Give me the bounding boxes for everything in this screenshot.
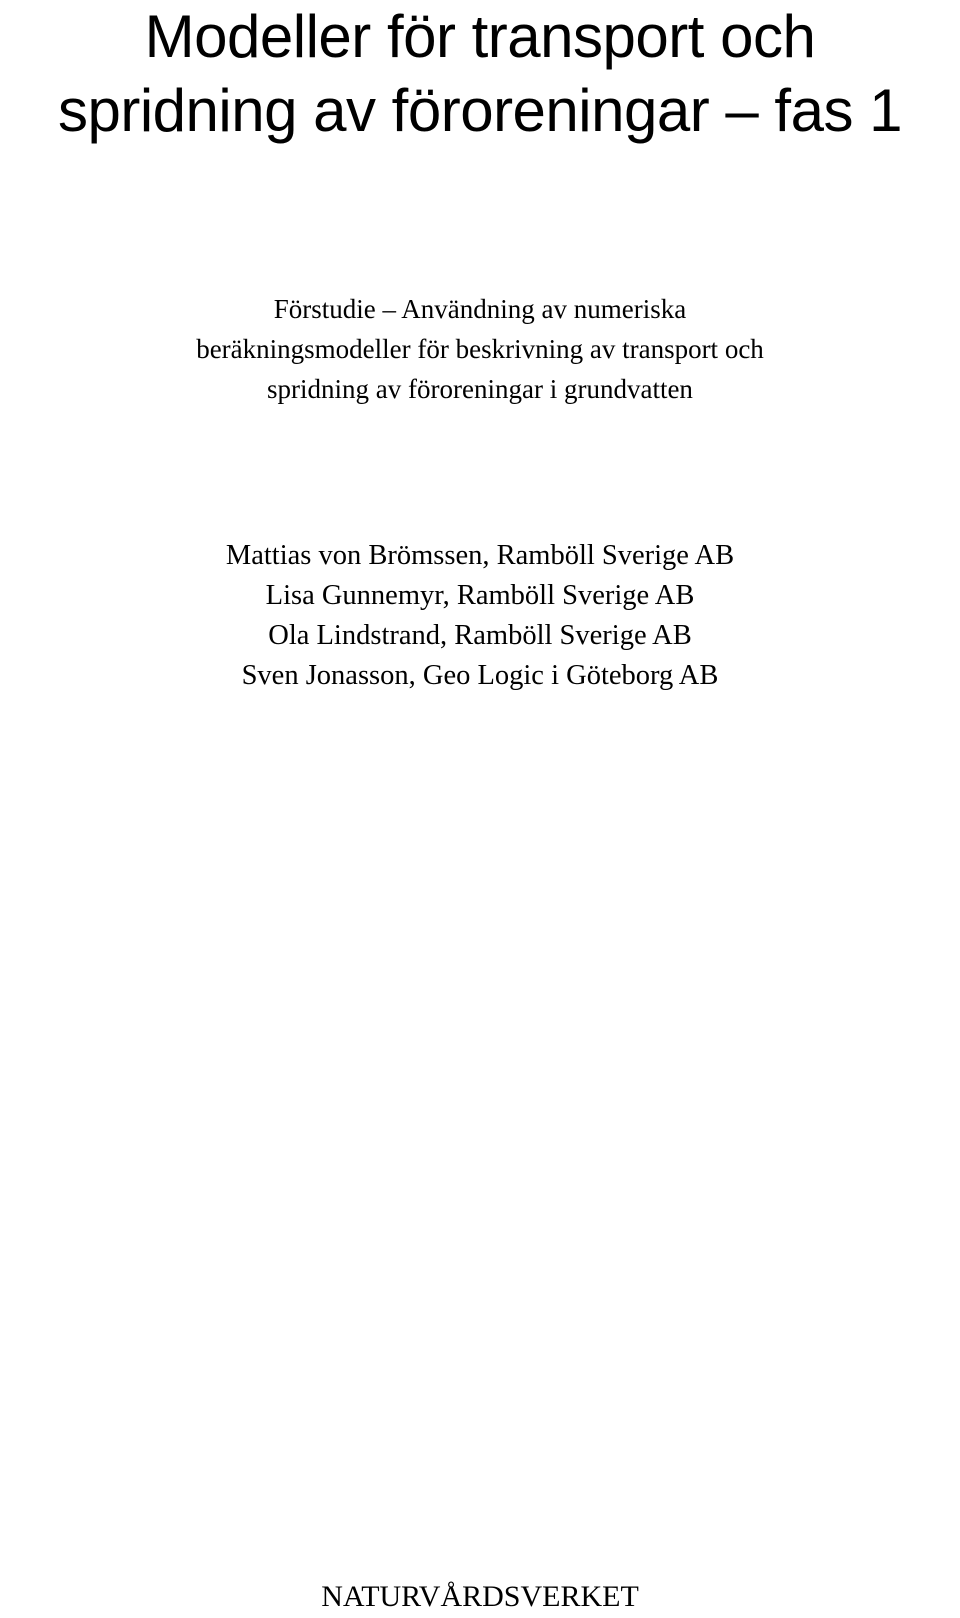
title-line-1: Modeller för transport och [144,3,816,70]
publisher-name: NATURVÅRDSVERKET [321,1580,639,1613]
author-list [0,536,960,696]
title-line-2: spridning av föroreningar – fas 1 [57,77,902,144]
subtitle-line-3: spridning av föroreningar i grundvatten [267,374,693,404]
document-subtitle [0,289,960,409]
author-entry: Ola Lindstrand, Ramböll Sverige AB [268,620,692,651]
author-entry: Mattias von Brömssen, Ramböll Sverige AB [225,540,735,571]
document-title [0,0,960,148]
subtitle-line-1: Förstudie – Användning av numeriska [273,294,687,324]
author-entry: Lisa Gunnemyr, Ramböll Sverige AB [265,580,695,611]
author-entry: Sven Jonasson, Geo Logic i Göteborg AB [241,660,719,691]
subtitle-line-2: beräkningsmodeller för beskrivning av transport och [196,334,764,364]
